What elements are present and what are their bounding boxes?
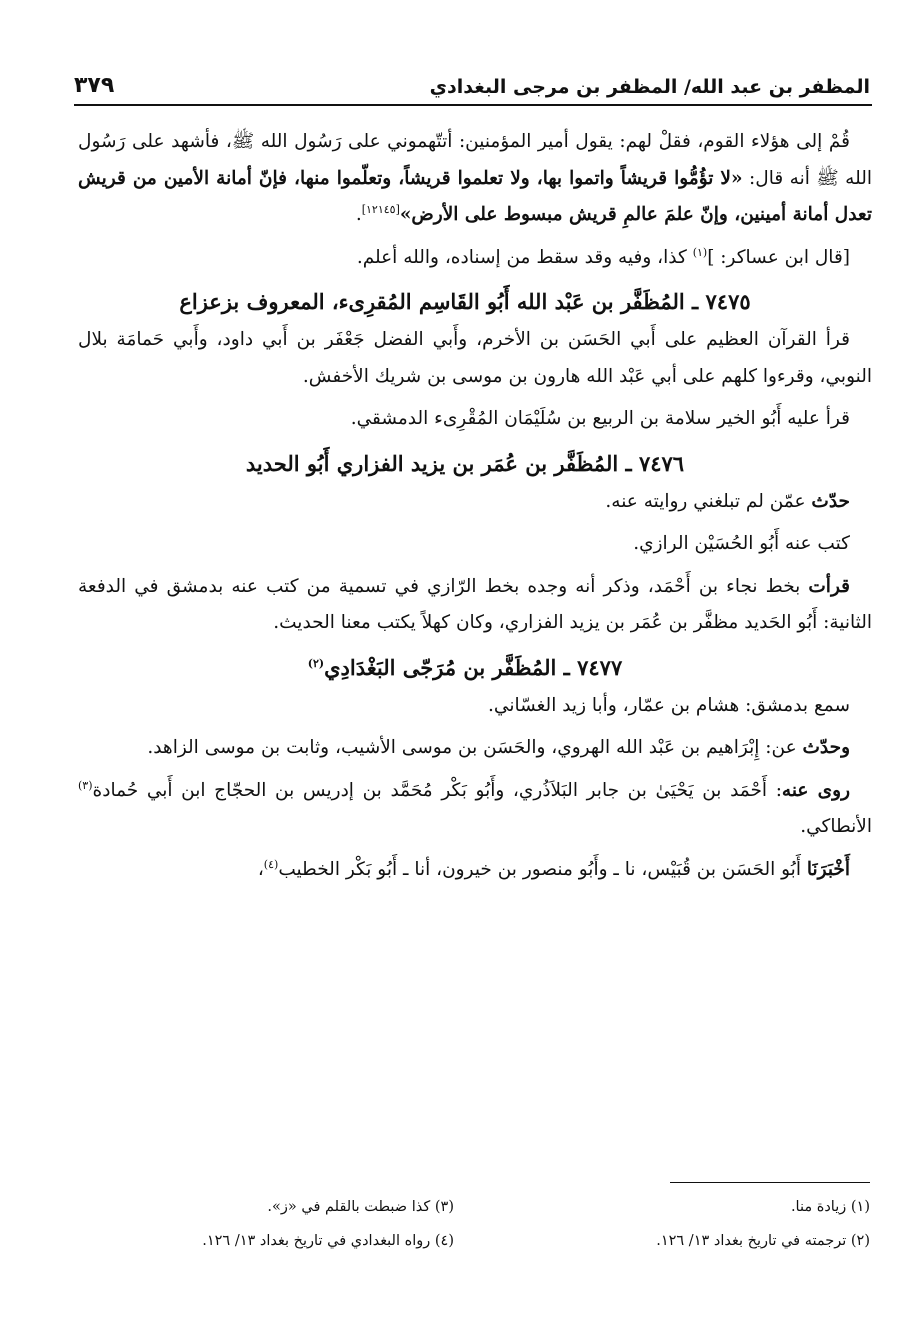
- footnote-4: [78, 1228, 454, 1254]
- header-title: المظفر بن عبد الله/ المظفر بن مرجى البغدادي: [429, 76, 870, 98]
- entry-7476-paragraph-1: [78, 484, 872, 521]
- opening-end: .: [355, 204, 362, 225]
- footnote-rule: [670, 1182, 870, 1183]
- opening-text: قُمْ إلى هؤلاء القوم، فقلْ لهم: يقول أمير المؤمنين: أتتّهموني على رَسُول الله ﷺ، فأشهد على رَسُول الله ﷺ أنه قال:: [78, 131, 872, 189]
- footnote-ref-4: (٤): [263, 857, 279, 871]
- entry-7477-text-4a: أَبُو الحَسَن بن قُبَيْس، نا ـ وأَبُو منصور بن خيرون، أنا ـ أَبُو بَكْر الخطيب: [278, 858, 807, 880]
- entry-heading-7475: ٧٤٧٥ ـ المُظَفَّر بن عَبْد الله أَبُو القَاسِم المُقرِىء، المعروف بزعزاع: [179, 289, 751, 314]
- footnote-ref-3: (٣): [78, 778, 93, 792]
- footnote-number: (٢): [850, 1233, 870, 1249]
- entry-7476-text-1: عمّن لم تبلغني روايته عنه.: [605, 490, 812, 512]
- opening-paragraph: [78, 124, 872, 234]
- footnote-text: رواه البغدادي في تاريخ بغداد ١٣/ ١٢٦.: [202, 1233, 431, 1249]
- footnote-text: ترجمته في تاريخ بغداد ١٣/ ١٢٦.: [656, 1233, 847, 1249]
- entry-7477-text-4b: ،: [257, 858, 264, 880]
- entry-7477-paragraph-3: [78, 773, 872, 846]
- entry-7477-paragraph-4: [78, 852, 872, 889]
- ibn-asakir-text: كذا، وفيه وقد سقط من إسناده، والله أعلم.: [356, 246, 693, 268]
- entry-7477-title: ٧٤٧٧ ـ المُظَفَّر بن مُرَجّى البَغْدَادِي: [324, 654, 623, 680]
- hadith-quote: «لا تؤُمُّوا قريشاً واتموا بها، ولا تعلموا قريشاً، وتعلّموا منها، فإنّ أمانة الأمين من قريش تعدل أمانة أمينين، وإنّ علمَ عالمِ قريش مبسوط على الأرض»: [78, 167, 872, 225]
- page-number: ٣٧٩: [74, 73, 115, 98]
- entry-7477-lead-2: وحدّث: [802, 737, 850, 758]
- entry-7476-text-3: بخط نجاء بن أَحْمَد، وذكر أنه وجده بخط الرّازي في تسمية من كتب عنه بدمشق في الدفعة الثانية: أَبُو الحَديد مظفَّر بن عُمَر بن يزيد الفزاري، وكان كهلاً يكتب معنا الحديث.: [78, 575, 872, 633]
- entry-7477-lead-3: روى عنه: [781, 779, 850, 801]
- footnotes: [78, 1194, 870, 1254]
- entry-7475-paragraph-1: قرأ القرآن العظيم على أَبي الحَسَن بن الأخرم، وأَبي الفضل جَعْفَر بن أَبي داود، وأَبي حَمامَة بلال النوبي، وقرءوا كلهم على أبي عَبْد الله هارون بن موسى بن شريك الأخفش.: [78, 329, 872, 387]
- header-rule: [74, 104, 872, 106]
- entry-7477-paragraph-2: [78, 730, 872, 767]
- footnote-ref-2: (٢): [307, 656, 325, 670]
- footnote-number: (٤): [434, 1233, 454, 1249]
- footnote-number: (٣): [434, 1199, 454, 1215]
- footnote-3: [78, 1194, 454, 1220]
- entry-7477-paragraph-1: سمع بدمشق: هشام بن عمّار، وأبا زيد الغسّاني.: [488, 694, 850, 716]
- entry-7476-paragraph-2: كتب عنه أَبُو الحُسَيْن الرازي.: [633, 533, 850, 554]
- entry-7477-text-2: عن: إِبْرَاهيم بن عَبْد الله الهروي، والحَسَن بن موسى الأشيب، وثابت بن موسى الزاهد.: [147, 737, 803, 758]
- entry-7476-lead-1: حدّث: [811, 490, 850, 512]
- main-text: [78, 124, 872, 888]
- entry-heading-7477: [78, 648, 872, 688]
- entry-7477-text-3b: الأنطاكي.: [800, 816, 872, 837]
- ibn-asakir-label: [قال ابن عساكر: ]: [707, 246, 850, 268]
- footnote-text: زيادة منا.: [790, 1199, 847, 1215]
- footnote-ref-1: (١): [692, 245, 708, 259]
- footnote-number: (١): [850, 1199, 870, 1215]
- footnote-text: كذا ضبطت بالقلم في «ز».: [267, 1199, 431, 1215]
- footnote-2: [494, 1228, 870, 1254]
- entry-7475-paragraph-2: قرأ عليه أَبُو الخير سلامة بن الربيع بن سُلَيْمَان المُقْرِىء الدمشقي.: [350, 408, 850, 429]
- running-header: [74, 58, 870, 98]
- entry-7476-paragraph-3: [78, 569, 872, 642]
- footnote-1: [494, 1194, 870, 1220]
- ibn-asakir-note: [78, 240, 872, 277]
- entry-heading-7476: ٧٤٧٦ ـ المُظَفَّر بن عُمَر بن يزيد الفزاري أَبُو الحديد: [245, 450, 685, 476]
- entry-7477-lead-4: أَخْبَرَنَا: [806, 858, 850, 880]
- hadith-number: [١٢١٤٥]: [361, 202, 400, 216]
- entry-7476-lead-3: قرأت: [808, 575, 850, 597]
- entry-7477-text-3a: : أَحْمَد بن يَحْيَىٰ بن جابر البَلاَذُري، وأَبُو بَكْر مُحَمَّد بن إدريس بن الحجّاج ابن أَبي حُمادة: [92, 779, 782, 801]
